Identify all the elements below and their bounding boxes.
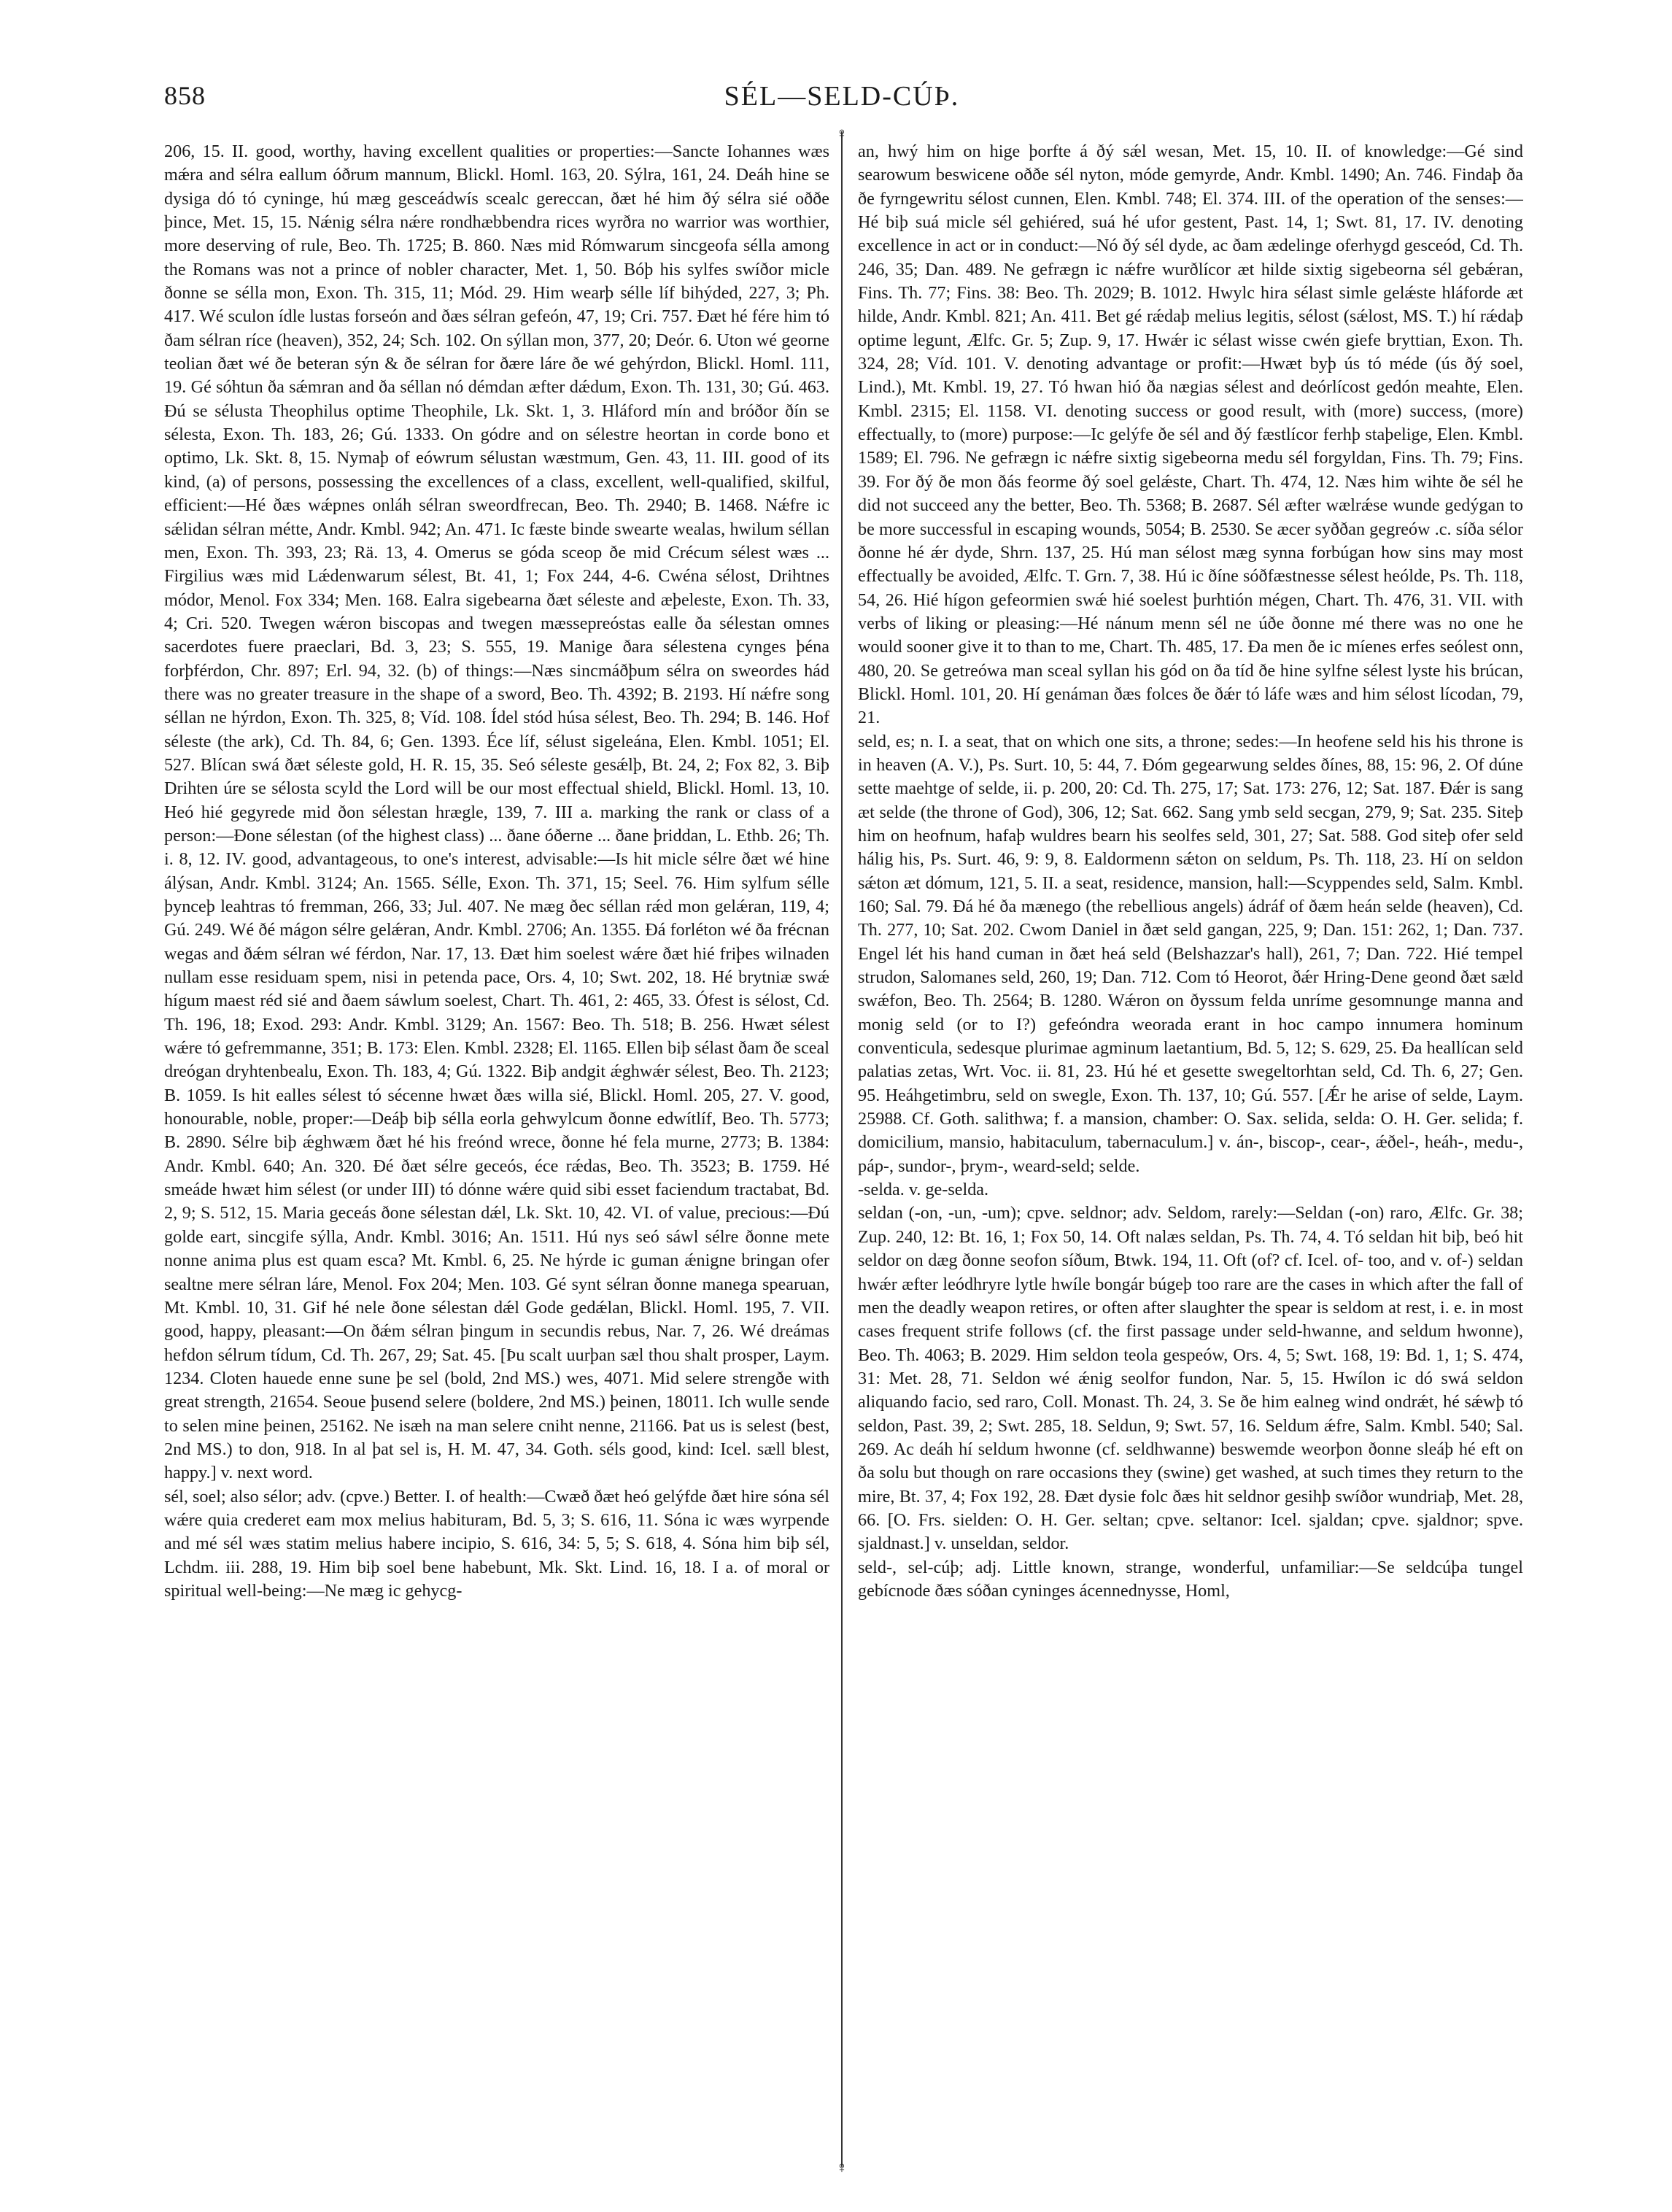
running-head: SÉL—SELD-CÚÞ. bbox=[724, 81, 960, 112]
divider-top-ornament-icon: ♀ bbox=[835, 124, 848, 142]
entry-paragraph: sél, soel; also sélor; adv. (cpve.) Better. I. of health:—Cwæð ðæt heó gelýfde ðæt hire sóna sél wǽre quia crederet eam mox melius habituram, Bd. 5, 3; S. 616, 11. Sóna ic wæs wyrpende and mé sél wæs statim melius habere incipio, S. 616, 34: 5, 5; S. 618, 4. Sóna him biþ sél, Lchdm. iii. 288, 19. Him biþ soel bene habebunt, Mk. Skt. Lind. 16, 18. I a. of moral or spiritual well-being:—Ne mæg ic gehycg- bbox=[164, 1486, 829, 1601]
page-number: 858 bbox=[164, 81, 206, 110]
entry-paragraph: 206, 15. II. good, worthy, having excellent qualities or properties:—Sancte Iohannes wæs mǽra and sélra eallum óðrum mannum, Blickl. Homl. 163, 20. Sýlra, 161, 24. Deáh hine se dysiga dó tó cyninge, hú mæg gesceádwís scealc gereccan, ðæt hé him ðý sélra sié oððe þince, Met. 15, 15. Nǽnig sélra nǽre rondhæbbendra rices wyrðra no warrior was worthier, more deserving of rule, Beo. Th. 1725; B. 860. Næs mid Rómwarum sincgeofa sélla among the Romans was not a prince of nobler character, Met. 1, 50. Bóþ his sylfes swíðor micle ðonne se sélla mon, Exon. Th. 315, 11; Mód. 29. Him wearþ sélle líf bihýded, 227, 3; Ph. 417. Wé sculon ídle lustas forseón and ðæs sélran gefeón, 47, 19; Cri. 757. Ðæt hé fére him tó ðam sélran ríce (heaven), 352, 24; Sch. 102. On sýllan mon, 377, 20; Deór. 6. Uton wé georne teolian ðæt wé ðe beteran sýn & ðe sélran for ðære láre ðe wé gehýrdon, Blickl. Homl. 111, 19. Gé sóhtun ða sǽmran and ða séllan nó démdan æfter dǽdum, Exon. Th. 131, 30; Gú. 463. Ðú se sélusta Theophilus optime Theophile, Lk. Skt. 1, 3. Hláford mín and bróðor ðín se sélesta, Exon. Th. 183, 26; Gú. 1333. On gódre and on sélestre heortan in corde bono et optimo, Lk. Skt. 8, 15. Nymaþ of eówrum sélustan wæstmum, Gen. 43, 11. III. good of its kind, (a) of persons, possessing the excellences of a class, excellent, well-qualified, skilful, efficient:—Hé ðæs wǽpnes onláh sélran sweordfrecan, Beo. Th. 2940; B. 1468. Nǽfre ic sǽlidan sélran métte, Andr. Kmbl. 942; An. 471. Ic fæste binde swearte wealas, hwilum séllan men, Exon. Th. 393, 23; Rä. 13, 4. Omerus se góda sceop ðe mid Crécum sélest wæs ... Firgilius wæs mid Lǽdenwarum sélest, Bt. 41, 1; Fox 244, 4-6. Cwéna sélost, Drihtnes módor, Menol. Fox 334; Men. 168. Ealra sigebearna ðæt séleste and æþeleste, Exon. Th. 33, 4; Cri. 520. Twegen wǽron biscopas and twegen mæssepreóstas ealle ða sélestan omnes sacerdotes fuere praeclari, Bd. 3, 23; S. 555, 19. Manige ðara sélestena cynges þéna forþférdon, Chr. 897; Erl. 94, 32. (b) of things:—Næs sincmáðþum sélra on sweordes hád there was no greater treasure in the shape of a sword, Beo. Th. 4392; B. 2193. Hí nǽfre song séllan ne hýrdon, Exon. Th. 325, 8; Víd. 108. Ídel stód húsa sélest, Beo. Th. 294; B. 146. Hof séleste (the ark), Cd. Th. 84, 6; Gen. 1393. Éce líf, sélust sigeleána, Elen. Kmbl. 1051; El. 527. Blícan swá ðæt séleste gold, H. R. 15, 35. Seó séleste gesǽlþ, Bt. 24, 2; Fox 82, 3. Biþ Drihten úre se sélosta scyld the Lord will be our most effectual shield, Blickl. Homl. 13, 10. Heó hié gegyrede mid ðon sélestan hrægle, 139, 7. III a. marking the rank or class of a person:—Ðone sélestan (of the highest class) ... ðane óðerne ... ðane þriddan, L. Ethb. 26; Th. i. 8, 12. IV. good, advantageous, to one's interest, advisable:—Is hit micle sélre ðæt wé hine álýsan, Andr. Kmbl. 3124; An. 1565. Sélle, Exon. Th. 371, 15; Seel. 76. Him sylfum sélle þynceþ leahtras tó fremman, 266, 33; Jul. 407. Ne mæg ðec séllan rǽd mon gelǽran, 119, 4; Gú. 249. Wé ðé mágon sélre gelǽran, Andr. Kmbl. 2706; An. 1355. Ðá forléton wé ða frécnan wegas and ðǽm sélran wé férdon, Nar. 17, 13. Ðæt him soelest wǽre ðæt hié friþes wilnaden nullam esse residuam spem, nisi in petenda pace, Ors. 4, 10; Swt. 202, 18. Hé brytniæ swǽ hígum maest réd sié and ðaem sáwlum soelest, Chart. Th. 461, 2: 465, 33. Ófest is sélost, Cd. Th. 196, 18; Exod. 293: Andr. Kmbl. 3129; An. 1567: Beo. Th. 518; B. 256. Hwæt sélest wǽre tó gefremmanne, 351; B. 173: Elen. Kmbl. 2328; El. 1165. Ellen biþ sélast ðam ðe sceal dreógan dryhtenbealu, Exon. Th. 183, 4; Gú. 1322. Biþ andgit ǽghwǽr sélest, Beo. Th. 2123; B. 1059. Is hit ealles sélest tó sécenne hwæt ðæs willa sié, Blickl. Homl. 205, 27. V. good, honourable, noble, proper:—Deáþ biþ sélla eorla gehwylcum ðonne edwítlíf, Beo. Th. 5773; B. 2890. Sélre biþ ǽghwæm ðæt hé his freónd wrece, ðonne hé fela murne, 2773; B. 1384: Andr. Kmbl. 640; An. 320. Ðé ðæt sélre geceós, éce rǽdas, Beo. Th. 3523; B. 1759. Hé smeáde hwæt him sélest (or under III) tó dónne wǽre quid sibi esset faciendum tractabat, Bd. 2, 9; S. 512, 15. Maria geceás ðone sélestan dǽl, Lk. Skt. 10, 42. VI. of value, precious:—Ðú golde eart, sincgife sýlla, Andr. Kmbl. 3016; An. 1511. Hú nys seó sáwl sélre ðonne mete nonne anima plus est quam esca? Mt. Kmbl. 6, 25. Ne hýrde ic guman ǽnigne bringan ofer sealtne mere sélran láre, Menol. Fox 204; Men. 103. Gé synt sélran ðonne manega spearuan, Mt. Kmbl. 10, 31. Gif hé nele ðone sélestan dǽl Gode gedǽlan, Blickl. Homl. 195, 7. VII. good, happy, pleasant:—On ðǽm sélran þingum in secundis rebus, Nar. 7, 26. Wé dreámas hefdon sélrum tídum, Cd. Th. 267, 29; Sat. 45. [Þu scalt uurþan sæl thou shalt prosper, Laym. 1234. Cloten hauede enne sune þe sel (bold, 2nd MS.) wes, 4071. Mid selere strengðe with great strength, 21654. Seoue þusend selere (boldere, 2nd MS.) þeinen, 18011. Ich wulle sende to selen mine þeinen, 25162. Ne isæh na man selere cniht nenne, 21166. Þat us is selest (best, 2nd MS.) to don, 918. In al þat sel is, H. M. 47, 34. Goth. séls good, kind: Icel. sæll blest, happy.] v. next word. bbox=[164, 142, 829, 1483]
entry-paragraph: -selda. v. ge-selda. bbox=[858, 1180, 989, 1200]
column-divider bbox=[841, 131, 843, 2167]
entry-paragraph: an, hwý him on hige þorfte á ðý sǽl wesan, Met. 15, 10. II. of knowledge:—Gé sind searowum beswicene oððe sél nyton, móde gemyrde, Andr. Kmbl. 1490; An. 746. Findaþ ða ðe fyrngewritu sélost cunnen, Elen. Kmbl. 748; El. 374. III. of the operation of the senses:—Hé biþ suá micle sél gehiéred, suá hé ufor gestent, Past. 14, 1; Swt. 81, 17. IV. denoting excellence in act or in conduct:—Nó ðý sél dyde, ac ðam ædelinge oferhygd gesceód, Cd. Th. 246, 35; Dan. 489. Ne gefrægn ic nǽfre wurðlícor æt hilde sixtig sigebeorna sél gebǽran, Fins. Th. 77; Fins. 38: Beo. Th. 2029; B. 1012. Hwylc hira sélast simle gelǽste hláforde æt hilde, Andr. Kmbl. 821; An. 411. Bet gé rǽdaþ melius legitis, sélost (sǽlost, MS. T.) hí rǽdaþ optime legunt, Ælfc. Gr. 5; Zup. 9, 17. Hwǽr ic sélast wisse cwén giefe bryttian, Exon. Th. 324, 28; Víd. 101. V. denoting advantage or profit:—Hwæt byþ ús tó méde (ús ðý soel, Lind.), Mt. Kmbl. 19, 27. Tó hwan hió ða nægias sélest and deórlícost gedón meahte, Elen. Kmbl. 2315; El. 1158. VI. denoting success or good result, with (more) success, (more) effectually, to (more) purpose:—Ic gelýfe ðe sél and ðý fæstlícor ferhþ staþelige, Elen. Kmbl. 1589; El. 796. Ne gefrægn ic nǽfre sixtig sigebeorna medu sél forgyldan, Fins. Th. 79; Fins. 39. For ðý ðe mon ðás feorme ðý soel gelǽste, Chart. Th. 474, 12. Næs him wihte ðe sél he did not succeed any the better, Beo. Th. 5368; B. 2687. Sél æfter wælrǽse wunde gedýgan to be more successful in escaping wounds, 5054; B. 2530. Se æcer syððan gegreów .c. síða sélor ðonne hé ǽr dyde, Shrn. 137, 25. Hú man sélost mæg synna forbúgan how sins may most effectually be avoided, Ælfc. T. Grn. 7, 38. Hú ic ðíne sóðfæstnesse sélest heólde, Ps. Th. 118, 54, 26. Hié hígon gefeormien swǽ hié soelest þurhtión mégen, Chart. Th. 476, 31. VII. with verbs of liking or pleasing:—Hé nánum menn sél ne úðe ðonne mé there was no one he would sooner give it to than to me, Chart. Th. 485, 17. Ða men ðe ic míenes erfes seólest onn, 480, 20. Se getreówa man sceal syllan his gód on ða tíd ðe hine sylfne sélest lyste his brúcan, Blickl. Homl. 101, 20. Hí genáman ðæs folces ðe ðǽr tó láfe wæs and him sélost lícodan, 79, 21. bbox=[858, 142, 1523, 728]
page-header bbox=[164, 80, 1520, 124]
entry-paragraph: seld, es; n. I. a seat, that on which one sits, a throne; sedes:—In heofene seld his his throne is in heaven (A. V.), Ps. Surt. 10, 5: 44, 7. Ðóm gegearwung seldes ðínes, 88, 15: 96, 2. Of dúne sette maehtge of selde, ii. p. 200, 20: Cd. Th. 275, 17; Sat. 173: 276, 12; Sat. 187. Ðǽr is sang æt selde (the throne of God), 306, 12; Sat. 662. Sang ymb seld secgan, 279, 9; Sat. 235. Siteþ him on heofnum, hafaþ wuldres bearn his seolfes seld, 301, 27; Sat. 588. God siteþ ofer seld hálig his, Ps. Surt. 46, 9: 9, 8. Ealdormenn sǽton on seldum, Ps. Th. 118, 23. Hí on seldon sǽton æt dómum, 121, 5. II. a seat, residence, mansion, hall:—Scyppendes seld, Salm. Kmbl. 160; Sal. 79. Ðá hé ða mænego (the rebellious angels) ádráf of ðæm heán selde (heaven), Cd. Th. 277, 10; Sat. 202. Cwom Daniel in ðæt seld gangan, 225, 9; Dan. 151: 262, 1; Dan. 737. Engel lét his hand cuman in ðæt heá seld (Belshazzar's hall), 261, 7; Dan. 722. Hié tempel strudon, Salomanes seld, 260, 19; Dan. 712. Com tó Heorot, ðǽr Hring-Dene geond ðæt sæld swǽfon, Beo. Th. 2564; B. 1280. Wǽron on ðyssum felda unríme gesomnunge manna and monig seld (or to I?) gefeóndra weorada erant in hoc campo innumera hominum conventicula, sedesque plurimae agminum laetantium, Bd. 5, 12; S. 629, 25. Ða heallícan seld palatias zetas, Wrt. Voc. ii. 81, 23. Hú hé et gesette swegeltorhtan seld, Cd. Th. 6, 27; Gen. 95. Heáhgetimbru, seld on swegle, Exon. Th. 137, 10; Gú. 557. [Ǽr he arise of selde, Laym. 25988. Cf. Goth. salithwa; f. a mansion, chamber: O. Sax. selida, selda: O. H. Ger. selida; f. domicilium, mansio, habitaculum, tabernaculum.] v. án-, biscop-, cear-, ǽðel-, heáh-, medu-, páp-, sundor-, þrym-, weard-seld; selde. bbox=[858, 731, 1523, 1176]
right-column bbox=[858, 140, 1523, 2154]
entry-paragraph: seldan (-on, -un, -um); cpve. seldnor; adv. Seldom, rarely:—Seldan (-on) raro, Ælfc. Gr. 38; Zup. 240, 12: Bt. 16, 1; Fox 50, 14. Oft nalæs seldan, Ps. Th. 74, 4. Tó seldan hit biþ, beó hit seldor on dæg ðonne seofon síðum, Btwk. 194, 11. Oft (of? cf. Icel. of- too, and v. of-) seldan hwǽr æfter leódhryre lytle hwíle bongár búgeþ too rare are the cases in which after the fall of men the deadly weapon retires, or often after slaughter the spear is seldom at rest, i. e. in most cases frequent strife follows (cf. the first passage under seld-hwanne, and seldum hwonne), Beo. Th. 4063; B. 2029. Him seldon teola gespeów, Ors. 4, 5; Swt. 168, 19: Bd. 1, 1; S. 474, 31: Met. 28, 71. Seldon wé ǽnig seolfor fundon, Nar. 5, 15. Hwílon ic dó swá seldon aliquando facio, sed raro, Coll. Monast. Th. 24, 3. Se ðe him ealneg wind ondrǽt, hé sǽwþ tó seldon, Past. 39, 2; Swt. 285, 18. Seldun, 9; Swt. 57, 16. Seldum ǽfre, Salm. Kmbl. 540; Sal. 269. Ac deáh hí seldum hwonne (cf. seldhwanne) beswemde weorþon ðonne sleáþ hé eft on ða solu but though on rare occasions they (swine) get washed, at such times they return to the mire, Bt. 37, 4; Fox 192, 28. Ðæt dysie folc ðæs hit seldnor gesihþ swíðor wundriaþ, Met. 28, 66. [O. Frs. sielden: O. H. Ger. seltan; cpve. seltanor: Icel. sjaldan; cpve. sjaldnor; spve. sjaldnast.] v. unseldan, seldor. bbox=[858, 1203, 1523, 1554]
left-column bbox=[164, 140, 829, 2154]
entry-paragraph: seld-, sel-cúþ; adj. Little known, strange, wonderful, unfamiliar:—Se seldcúþa tungel gebícnode ðæs sóðan cyninges ácennednysse, Homl, bbox=[858, 1557, 1523, 1601]
divider-bottom-ornament-icon: ♀ bbox=[835, 2158, 848, 2176]
